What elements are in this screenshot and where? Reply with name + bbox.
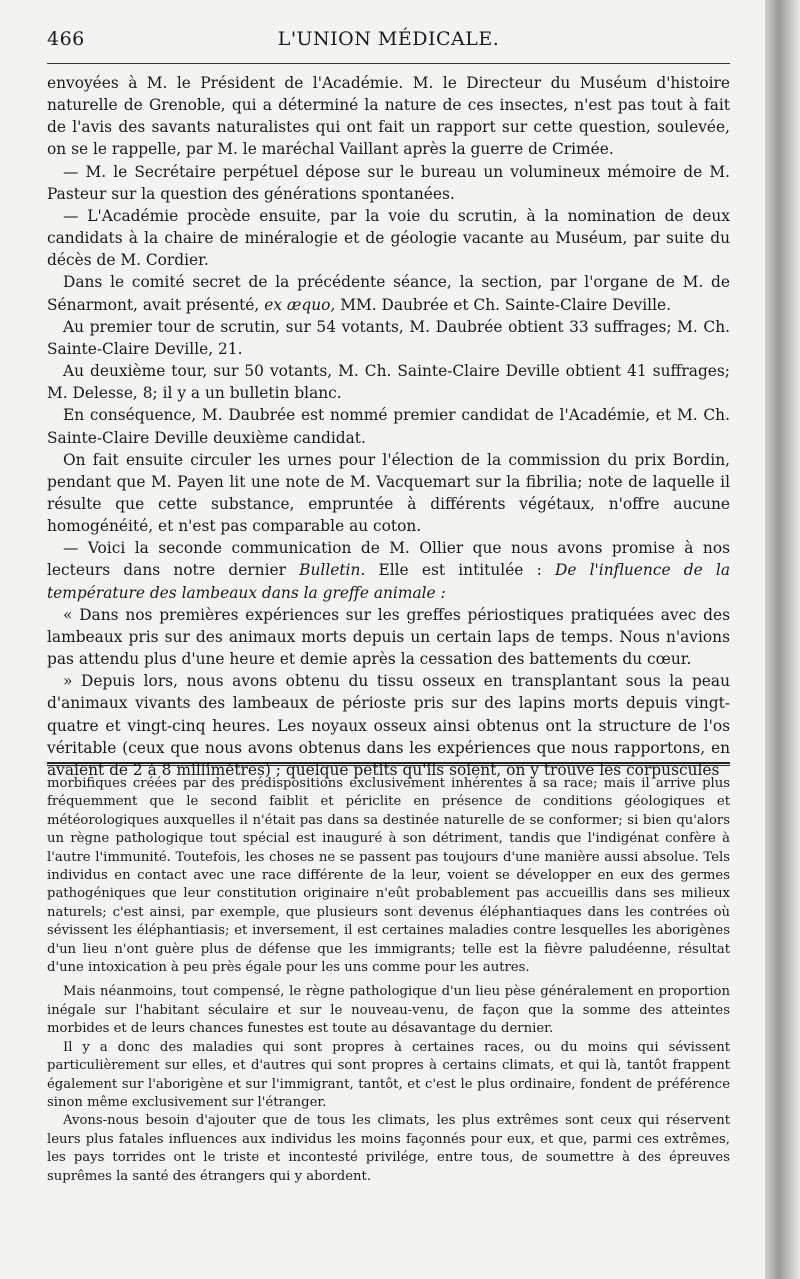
running-title: L'UNION MÉDICALE. [277, 28, 500, 50]
footnote-paragraph: Mais néanmoins, tout compensé, le règne pathologique d'un lieu pèse généralement en proportion inégale sur l'habitant séculaire et sur le nouveau-venu, de façon que la somme des atteintes morbides et de leurs chances funestes est toute au désavantage du dernier. [47, 984, 730, 1037]
paragraph [47, 537, 730, 603]
paragraph: — L'Académie procède ensuite, par la voie du scrutin, à la nomination de deux candidats à la chaire de minéralogie et de géologie vacante au Muséum, par suite du décès de M. Cordier. [47, 206, 730, 270]
paragraph: Au premier tour de scrutin, sur 54 votants, M. Daubrée obtient 33 suffrages; M. Ch. Sainte-Claire Deville, 21. [47, 317, 730, 358]
paragraph [47, 271, 730, 315]
footnote-rule [47, 762, 730, 766]
main-text [47, 72, 730, 781]
header-rule [47, 63, 730, 64]
paragraph-text: Dans le comité secret de la précédente séance, la section, par l'organe de M. de Sénarmont, avait présenté, [47, 273, 730, 314]
italic-phrase: ex æquo, [264, 295, 336, 314]
page-number: 466 [47, 28, 85, 50]
paragraph-text: MM. Daubrée et Ch. Sainte-Claire Deville. [340, 295, 672, 314]
paragraph: Au deuxième tour, sur 50 votants, M. Ch. Sainte-Claire Deville obtient 41 suffrages; M. Delesse, 8; il y a un bulletin blanc. [47, 362, 730, 403]
footnote-text [47, 775, 730, 1186]
paragraph: « Dans nos premières expériences sur les greffes périostiques pratiquées avec des lambeaux pris sur des animaux morts depuis un certain laps de temps. Nous n'avions pas attendu plus d'une heure et demie après la cessation des battements du cœur. [47, 605, 730, 669]
italic-phrase: Bulletin. [299, 561, 366, 580]
paragraph: envoyées à M. le Président de l'Académie. M. le Directeur du Muséum d'histoire naturelle de Grenoble, qui a déterminé la nature de ces insectes, n'est pas tout à fait de l'avis des savants naturalistes qui ont fait un rapport sur cette question, soulevée, on se le rappelle, par M. le maréchal Vaillant après la guerre de Crimée. [47, 74, 730, 159]
page-header [47, 28, 730, 54]
paragraph: — M. le Secrétaire perpétuel dépose sur le bureau un volumineux mémoire de M. Pasteur sur la question des générations spontanées. [47, 162, 730, 203]
paragraph: En conséquence, M. Daubrée est nommé premier candidat de l'Académie, et M. Ch. Sainte-Claire Deville deuxième candidat. [47, 406, 730, 447]
paragraph-text: Elle est intitulée : [378, 561, 542, 580]
footnote-paragraph: Avons-nous besoin d'ajouter que de tous les climats, les plus extrêmes sont ceux qui réservent leurs plus fatales influences aux individus les moins façonnés pour eux, et que, parmi ces extrêmes, les pays torrides ont le triste et incontesté privilége, entre tous, de soumettre à des épreuves suprêmes la santé des étrangers qui y abordent. [47, 1113, 730, 1184]
footnote-paragraph: morbifiques créées par des prédispositions exclusivement inhérentes à sa race; mais il arrive plus fréquemment que le second faiblit et périclite en présence de conditions géologiques et météorologiques auxquelles il n'était pas dans sa destinée naturelle de se conformer; si bien qu'alors un règne pathologique tout spécial est inauguré à son détriment, tandis que l'indigénat confère à l'autre l'immunité. Toutefois, les choses ne se passent pas toujours d'une manière aussi absolue. Tels individus en contact avec une race différente de la leur, voient se développer en eux des germes pathogéniques que leur constitution originaire n'eût probablement pas accueillis dans ses milieux naturels; c'est ainsi, par exemple, que plusieurs sont devenus éléphantiaques dans les contrées où sévissent les éléphantiasis; et inversement, il est certaines maladies contre lesquelles les aborigènes d'un lieu n'ont guère plus de défense que les immigrants; telle est la fièvre paludéenne, résultat d'une intoxication à peu près égale pour les uns comme pour les autres. [47, 776, 730, 976]
paragraph-text: — Voici la seconde communication de M. Ollier que nous avons promise à nos lecteurs dans notre dernier [47, 539, 730, 580]
paragraph: » Depuis lors, nous avons obtenu du tissu osseux en transplantant sous la peau d'animaux vivants des lambeaux de périoste pris sur des lapins morts depuis vingt-quatre et vingt-cinq heures. Les noyaux osseux ainsi obtenus ont la structure de l'os véritable (ceux que nous avons obtenus dans les expériences que nous rapportons, en avaient de 2 à 8 millimètres) ; quelque petits qu'ils soient, on y trouve les corpuscules [47, 672, 730, 779]
book-spine [765, 0, 800, 1279]
footnote-paragraph: Il y a donc des maladies qui sont propres à certaines races, ou du moins qui sévissent particulièrement sur elles, et d'autres qui sont propres à certains climats, et qui là, tantôt frappent également sur l'aborigène et sur l'immigrant, tantôt, et c'est le plus ordinaire, fondent de préférence sinon même exclusivement sur l'étranger. [47, 1039, 730, 1110]
italic-title: De l'influence de la température des lambeaux dans la greffe animale : [47, 561, 730, 602]
paragraph: On fait ensuite circuler les urnes pour l'élection de la commission du prix Bordin, pendant que M. Payen lit une note de M. Vacquemart sur la fibrilia; note de laquelle il résulte que cette substance, empruntée à différents végétaux, n'offre aucune homogénéité, et n'est pas comparable au coton. [47, 450, 730, 536]
